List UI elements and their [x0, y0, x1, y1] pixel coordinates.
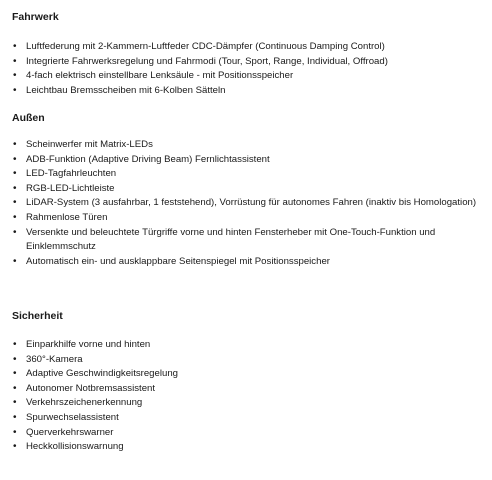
section-heading-fahrwerk: Fahrwerk	[12, 11, 59, 23]
bullet-icon: •	[13, 411, 17, 423]
bullet-icon: •	[13, 153, 17, 165]
section-heading-sicherheit: Sicherheit	[12, 310, 63, 322]
bullet-icon: •	[13, 139, 17, 150]
bullet-icon: •	[13, 426, 17, 438]
section-sicherheit	[12, 309, 482, 455]
feature-list-aussen	[12, 138, 482, 269]
bullet-icon: •	[13, 41, 17, 52]
bullet-icon: •	[13, 197, 17, 209]
bullet-icon: •	[13, 382, 17, 394]
bullet-icon: •	[13, 70, 17, 82]
list-item: • Spurwechselassistent	[12, 411, 482, 426]
list-item: • LiDAR-System (3 ausfahrbar, 1 feststehend), Vorrüstung für autonomes Fahren (inaktiv bis Homologation)	[12, 196, 482, 211]
list-item: • RGB-LED-Lichtleiste	[12, 182, 482, 197]
bullet-icon: •	[13, 255, 17, 267]
list-item: • ADB-Funktion (Adaptive Driving Beam) Fernlichtassistent	[12, 153, 482, 168]
bullet-icon: •	[13, 441, 17, 453]
list-item: • LED-Tagfahrleuchten	[12, 167, 482, 182]
bullet-icon: •	[13, 84, 17, 96]
list-item: • Querverkehrswarner	[12, 426, 482, 441]
bullet-icon: •	[13, 368, 17, 380]
list-item: • Integrierte Fahrwerksregelung und Fahrmodi (Tour, Sport, Range, Individual, Offroad)	[12, 55, 482, 70]
list-item: • Versenkte und beleuchtete Türgriffe vorne und hinten Fensterheber mit One-Touch-Funktion und Einklemmschutz	[13, 226, 436, 253]
list-item: • 4-fach elektrisch einstellbare Lenksäule - mit Positionsspeicher	[12, 69, 482, 84]
list-item: • Scheinwerfer mit Matrix-LEDs	[12, 138, 482, 153]
bullet-icon: •	[13, 211, 17, 223]
section-fahrwerk	[12, 10, 482, 98]
list-item: • 360°-Kamera	[12, 353, 482, 368]
list-item: • Heckkollisionswarnung	[12, 440, 482, 455]
section-heading-aussen: Außen	[12, 112, 45, 124]
list-item: • Luftfederung mit 2-Kammern-Luftfeder CDC-Dämpfer (Continuous Damping Control)	[12, 40, 482, 55]
bullet-icon: •	[13, 397, 17, 409]
list-item: • Adaptive Geschwindigkeitsregelung	[12, 367, 482, 382]
feature-list-fahrwerk	[12, 40, 482, 98]
list-item: • Leichtbau Bremsscheiben mit 6-Kolben Sätteln	[12, 84, 482, 99]
list-item: • Verkehrszeichenerkennung	[12, 396, 482, 411]
bullet-icon: •	[13, 55, 17, 67]
list-item: • Autonomer Notbremsassistent	[12, 382, 482, 397]
feature-list-sicherheit	[12, 338, 482, 455]
bullet-icon: •	[13, 168, 17, 180]
bullet-icon: •	[13, 182, 17, 194]
list-item: • Automatisch ein- und ausklappbare Seitenspiegel mit Positionsspeicher	[12, 255, 482, 270]
bullet-icon: •	[13, 226, 17, 238]
bullet-icon: •	[13, 339, 17, 350]
section-aussen	[12, 111, 482, 269]
bullet-icon: •	[13, 353, 17, 365]
list-item: • Einparkhilfe vorne und hinten	[12, 338, 482, 353]
list-item: • Rahmenlose Türen	[12, 211, 482, 226]
